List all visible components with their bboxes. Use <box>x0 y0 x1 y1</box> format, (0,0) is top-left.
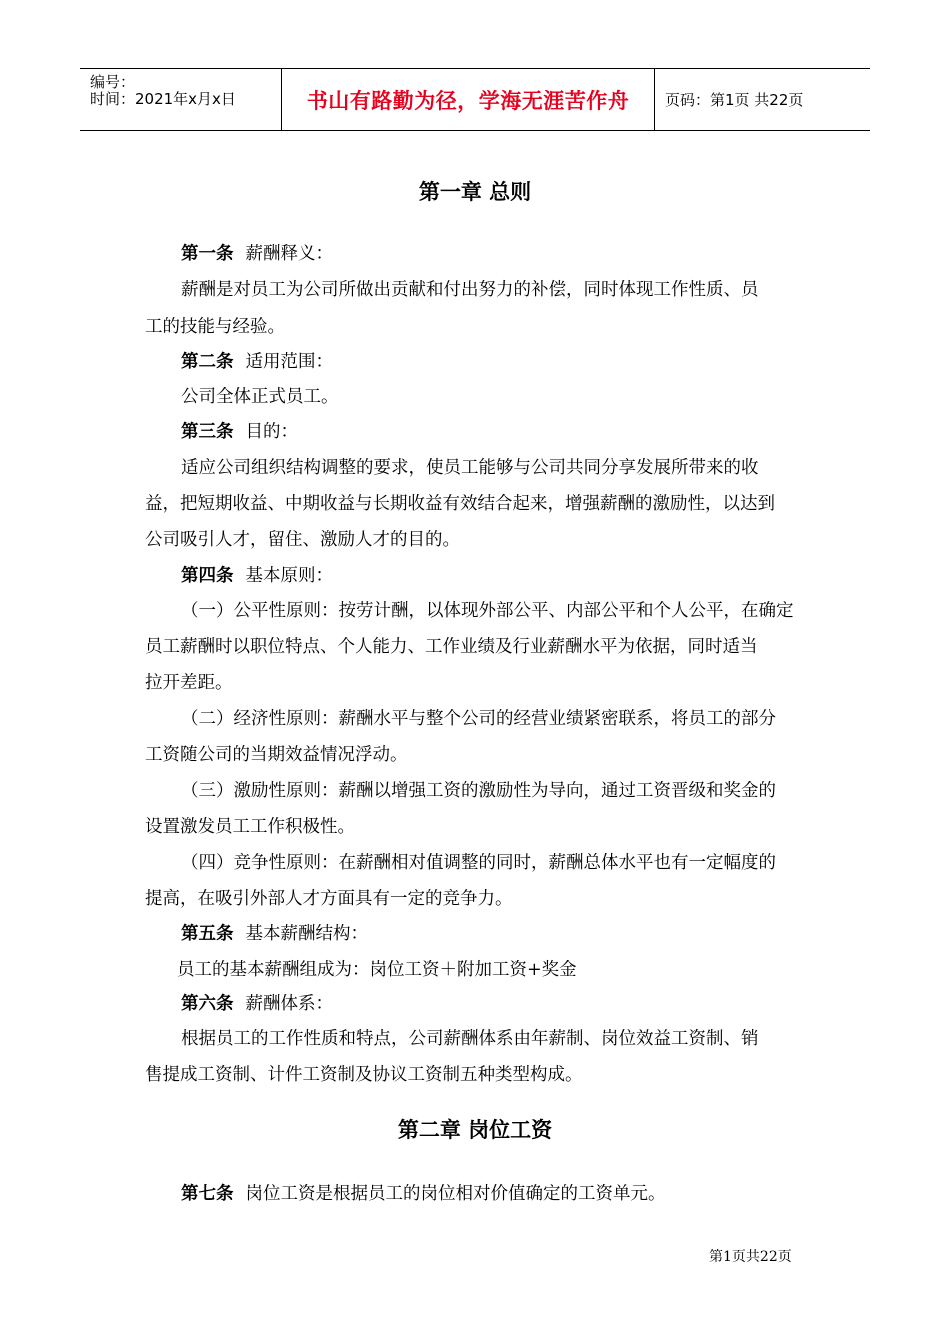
article-2-title: 适用范围： <box>245 352 333 372</box>
article-3-label: 第三条 <box>181 422 234 442</box>
page-footer: 第1页共22页 <box>709 1249 792 1265</box>
paragraph-line: 公司吸引人才，留住、激励人才的目的。 <box>145 530 460 550</box>
paragraph-line: 薪酬是对员工为公司所做出贡献和付出努力的补偿，同时体现工作性质、员 <box>181 280 759 300</box>
article-3-title: 目的： <box>245 422 298 442</box>
article-7-label: 第七条 <box>181 1184 234 1204</box>
article-1-title: 薪酬释义： <box>245 244 333 264</box>
article-6-label: 第六条 <box>181 994 234 1014</box>
article-4-heading <box>181 562 333 587</box>
article-1-heading <box>181 240 333 265</box>
chapter-1-title: 第一章 总则 <box>418 180 532 204</box>
article-2-label: 第二条 <box>181 352 234 372</box>
article-5-heading <box>181 920 368 945</box>
paragraph-line: 根据员工的工作性质和特点，公司薪酬体系由年薪制、岗位效益工资制、销 <box>181 1029 759 1049</box>
article-4-title: 基本原则： <box>245 566 333 586</box>
paragraph-line: 售提成工资制、计件工资制及协议工资制五种类型构成。 <box>145 1065 583 1085</box>
article-2-heading <box>181 348 333 373</box>
paragraph-line: （二）经济性原则：薪酬水平与整个公司的经营业绩紧密联系，将员工的部分 <box>181 709 776 729</box>
paragraph-line: 适应公司组织结构调整的要求，使员工能够与公司共同分享发展所带来的收 <box>181 458 759 478</box>
paragraph-line: 工的技能与经验。 <box>145 317 285 337</box>
article-1-label: 第一条 <box>181 244 234 264</box>
header-page-info: 页码：第1页 共22页 <box>665 91 804 109</box>
paragraph-line: 员工的基本薪酬组成为：岗位工资＋附加工资+奖金 <box>177 960 577 980</box>
article-3-heading <box>181 418 298 443</box>
number-label: 编号： <box>90 73 136 91</box>
article-7-text: 岗位工资是根据员工的岗位相对价值确定的工资单元。 <box>245 1184 666 1204</box>
paragraph-line: 公司全体正式员工。 <box>181 387 339 407</box>
article-5-label: 第五条 <box>181 924 234 944</box>
paragraph-line: 益，把短期收益、中期收益与长期收益有效结合起来，增强薪酬的激励性，以达到 <box>145 494 775 514</box>
header-motto: 书山有路勤为径，学海无涯苦作舟 <box>282 69 655 130</box>
paragraph-line: （一）公平性原则：按劳计酬，以体现外部公平、内部公平和个人公平，在确定 <box>181 601 794 621</box>
paragraph-line: 提高，在吸引外部人才方面具有一定的竞争力。 <box>145 889 513 909</box>
paragraph-line: 拉开差距。 <box>145 673 233 693</box>
article-7 <box>181 1180 666 1205</box>
header-meta <box>80 69 282 130</box>
document-header <box>80 68 870 131</box>
time-label: 时间：2021年x月x日 <box>90 90 236 108</box>
paragraph-line: 员工薪酬时以职位特点、个人能力、工作业绩及行业薪酬水平为依据，同时适当 <box>145 637 758 657</box>
article-6-heading <box>181 990 333 1015</box>
article-5-title: 基本薪酬结构： <box>245 924 368 944</box>
paragraph-line: （四）竞争性原则：在薪酬相对值调整的同时，薪酬总体水平也有一定幅度的 <box>181 853 776 873</box>
paragraph-line: （三）激励性原则：薪酬以增强工资的激励性为导向，通过工资晋级和奖金的 <box>181 781 776 801</box>
paragraph-line: 工资随公司的当期效益情况浮动。 <box>145 745 408 765</box>
article-4-label: 第四条 <box>181 566 234 586</box>
paragraph-line: 设置激发员工工作积极性。 <box>145 817 355 837</box>
chapter-2-title: 第二章 岗位工资 <box>397 1118 553 1142</box>
article-6-title: 薪酬体系： <box>245 994 333 1014</box>
